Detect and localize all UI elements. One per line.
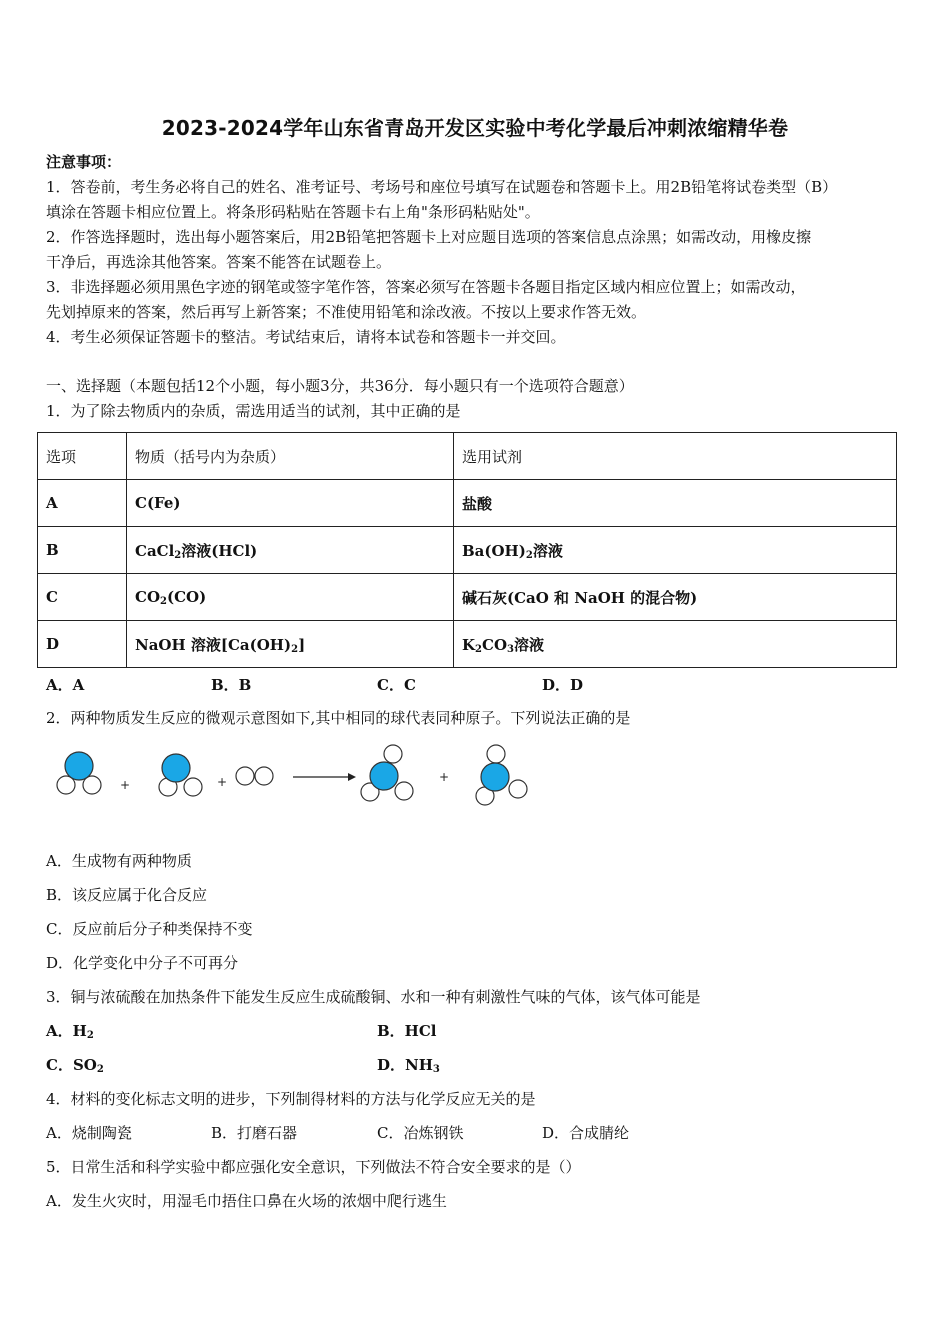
table-cell: B [38, 527, 127, 574]
table-cell: C(Fe) [127, 480, 454, 527]
table-cell: D [38, 621, 127, 668]
formula-text: 溶液 [532, 541, 563, 560]
question-stem: 1．为了除去物质内的杂质，需选用适当的试剂，其中正确的是 [46, 402, 461, 420]
table-cell: C [38, 574, 127, 621]
blue-atom-icon [65, 752, 93, 780]
answer-option: B．打磨石器 [211, 1124, 298, 1142]
formula-text: 溶液 [514, 635, 545, 654]
answer-option: B．B [211, 676, 252, 694]
plus-sign: + [120, 778, 131, 792]
formula-text: CaCl [135, 541, 175, 560]
formula-subscript: 2 [525, 549, 533, 561]
white-atom-icon [384, 745, 402, 763]
table-cell [454, 621, 897, 668]
formula-text: D．NH [377, 1056, 433, 1074]
section-heading: 一、选择题（本题包括12个小题，每小题3分，共36分．每小题只有一个选项符合题意） [46, 377, 634, 395]
formula-subscript: 2 [96, 1064, 104, 1075]
notice-line: 2．作答选择题时，选出每小题答案后，用2B铅笔把答题卡上对应题目选项的答案信息点涂黑；如需改动，用橡皮擦 [46, 228, 812, 246]
notice-heading: 注意事项： [46, 153, 122, 171]
formula-subscript: 2 [174, 549, 182, 561]
question-stem: 5．日常生活和科学实验中都应强化安全意识，下列做法不符合安全要求的是（） [46, 1158, 581, 1176]
notice-line: 填涂在答题卡相应位置上。将条形码粘贴在答题卡右上角"条形码粘贴处"。 [46, 203, 540, 221]
table-cell: A [38, 480, 127, 527]
question-stem: 2．两种物质发生反应的微观示意图如下,其中相同的球代表同种原子。下列说法正确的是 [46, 709, 631, 727]
formula-text: (CO) [166, 588, 207, 606]
answer-option [46, 1020, 94, 1041]
table-row [38, 574, 897, 621]
white-atom-icon [395, 782, 413, 800]
question-stem: 4．材料的变化标志文明的进步，下列制得材料的方法与化学反应无关的是 [46, 1090, 536, 1108]
formula-text: NaOH 溶液[Ca(OH) [135, 635, 292, 654]
blue-atom-icon [162, 754, 190, 782]
table-cell [454, 527, 897, 574]
page-title: 2023-2024学年山东省青岛开发区实验中考化学最后冲刺浓缩精华卷 [161, 116, 789, 140]
formula-text: CO [482, 635, 508, 654]
blue-atom-icon [370, 762, 398, 790]
table-cell: 盐酸 [454, 480, 897, 527]
formula-text: ] [298, 635, 306, 654]
table-row [38, 527, 897, 574]
formula-subscript: 2 [86, 1030, 94, 1041]
table-cell [127, 527, 454, 574]
table-row [38, 621, 897, 668]
answer-option: A．烧制陶瓷 [46, 1124, 132, 1142]
answer-option: D．D [542, 676, 584, 694]
table-row [38, 480, 897, 527]
formula-subscript: 3 [507, 643, 514, 655]
formula-text: CO [135, 588, 161, 606]
table-cell [127, 574, 454, 621]
notice-line: 1．答卷前，考生务必将自己的姓名、准考证号、考场号和座位号填写在试题卷和答题卡上。用2B铅笔将试卷类型（B） [46, 178, 838, 196]
q1-table [37, 432, 897, 668]
answer-option: B．HCl [377, 1022, 437, 1040]
notice-line: 4．考生必须保证答题卡的整洁。考试结束后，请将本试卷和答题卡一并交回。 [46, 328, 566, 346]
white-atom-icon [236, 767, 254, 785]
answer-option: C．C [377, 676, 416, 694]
blue-atom-icon [481, 763, 509, 791]
formula-text: C．SO [46, 1056, 97, 1074]
answer-option: A．A [46, 676, 85, 694]
answer-option: A．发生火灾时，用湿毛巾捂住口鼻在火场的浓烟中爬行逃生 [46, 1192, 447, 1210]
answer-option [46, 1054, 104, 1075]
answer-option: D．化学变化中分子不可再分 [46, 954, 239, 972]
formula-subscript: 2 [475, 643, 483, 655]
reaction-arrow-icon [293, 773, 356, 781]
notice-line: 先划掉原来的答案，然后再写上新答案；不准使用铅笔和涂改液。不按以上要求作答无效。 [46, 303, 647, 321]
white-atom-icon [184, 778, 202, 796]
answer-option: C．反应前后分子种类保持不变 [46, 920, 253, 938]
white-atom-icon [509, 780, 527, 798]
table-header-cell: 物质（括号内为杂质） [127, 433, 454, 480]
formula-text: 溶液(HCl) [181, 541, 258, 560]
plus-sign: + [217, 775, 228, 789]
formula-subscript: 2 [291, 643, 299, 655]
question-stem: 3．铜与浓硫酸在加热条件下能发生反应生成硫酸铜、水和一种有刺激性气味的气体，该气体可能是 [46, 988, 701, 1006]
notice-line: 干净后，再选涂其他答案。答案不能答在试题卷上。 [46, 253, 392, 271]
answer-option: A．生成物有两种物质 [46, 852, 192, 870]
formula-text: K [462, 635, 476, 654]
formula-text: Ba(OH) [462, 541, 526, 560]
formula-text: A．H [46, 1022, 87, 1040]
plus-sign: + [439, 770, 450, 784]
white-atom-icon [255, 767, 273, 785]
answer-option: C．冶炼钢铁 [377, 1124, 464, 1142]
reaction-diagram [50, 740, 550, 820]
table-header-cell: 选用试剂 [454, 433, 897, 480]
table-header-row [38, 433, 897, 480]
table-header-cell: 选项 [38, 433, 127, 480]
white-atom-icon [487, 745, 505, 763]
table-cell: 碱石灰(CaO 和 NaOH 的混合物) [454, 574, 897, 621]
answer-option [377, 1054, 440, 1075]
answer-option: B．该反应属于化合反应 [46, 886, 208, 904]
formula-subscript: 3 [432, 1064, 440, 1075]
answer-option: D．合成腈纶 [542, 1124, 630, 1142]
formula-subscript: 2 [160, 596, 167, 607]
table-cell [127, 621, 454, 668]
notice-line: 3．非选择题必须用黑色字迹的钢笔或签字笔作答，答案必须写在答题卡各题目指定区域内相应位置上；如需改动， [46, 278, 806, 296]
